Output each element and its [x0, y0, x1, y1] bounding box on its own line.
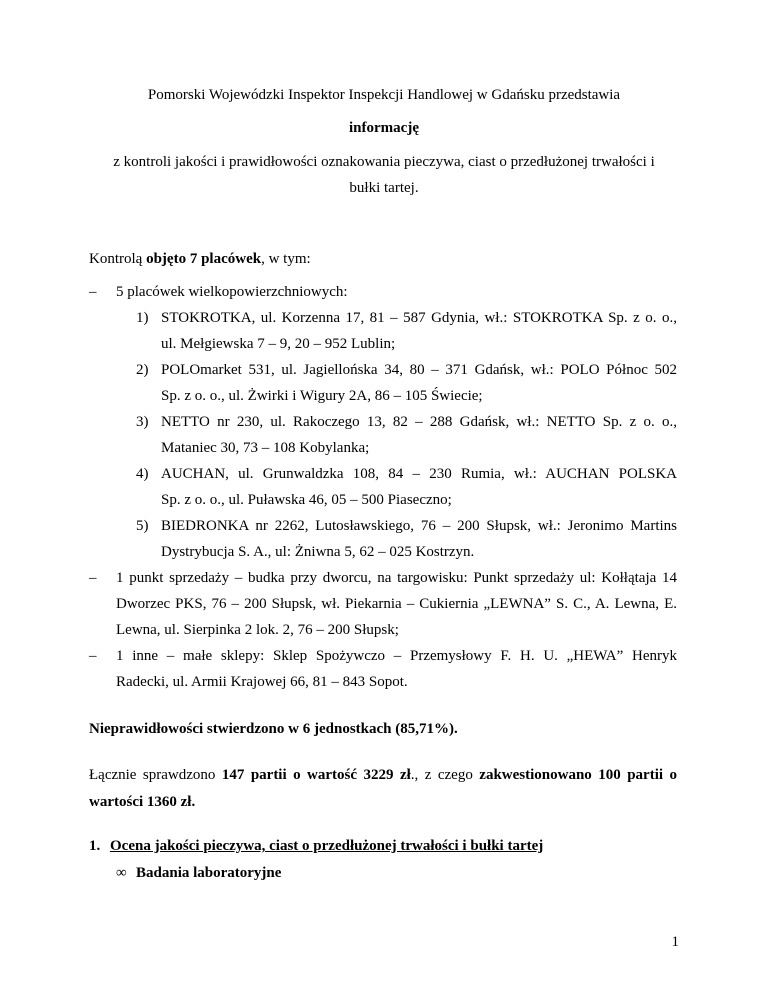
group2-line: Dworzec PKS, 76 – 200 Słupsk, wł. Piekarnia – Cukiernia „LEWNA” S. C., A. Lewna, E.	[116, 596, 677, 612]
subsection-heading: Badania laboratoryjne	[136, 865, 282, 881]
group3-line: 1 inne – małe sklepy: Sklep Spożywczo – Przemysłowy F. H. U. „HEWA” Henryk	[116, 648, 677, 664]
group3-line: Radecki, ul. Armii Krajowej 66, 81 – 843 Sopot.	[116, 674, 408, 690]
list-item-number: 3)	[136, 414, 149, 430]
list-item-number: 2)	[136, 362, 149, 378]
findings-statement: Nieprawidłowości stwierdzono w 6 jednostkach (85,71%).	[89, 721, 458, 737]
list-item-line: ul. Mełgiewska 7 – 9, 20 – 952 Lublin;	[161, 336, 396, 352]
list-item-line: BIEDRONKA nr 2262, Lutosławskiego, 76 – 200 Słupsk, wł.: Jeronimo Martins	[161, 518, 677, 534]
summary-line-2: wartości 1360 zł.	[89, 794, 196, 810]
bullet-dash: –	[89, 570, 97, 586]
infinity-bullet-icon: ∞	[116, 865, 127, 881]
subtitle-line-2: bułki tartej.	[349, 180, 419, 196]
page-number: 1	[671, 934, 679, 950]
list-item-line: AUCHAN, ul. Grunwaldzka 108, 84 – 230 Rumia, wł.: AUCHAN POLSKA	[161, 466, 677, 482]
section-number: 1.	[89, 838, 101, 854]
bullet-dash: –	[89, 648, 97, 664]
bullet-dash: –	[89, 284, 97, 300]
list-item-line: Dystrybucja S. A., ul: Żniwna 5, 62 – 025 Kostrzyn.	[161, 544, 475, 560]
header-line: Pomorski Wojewódzki Inspektor Inspekcji Handlowej w Gdańsku przedstawia	[147, 87, 621, 103]
document-title: informację	[349, 120, 419, 136]
list-item-number: 5)	[136, 518, 149, 534]
list-item-number: 1)	[136, 310, 149, 326]
list-item-line: Sp. z o. o., ul. Żwirki i Wigury 2A, 86 – 105 Świecie;	[161, 388, 483, 404]
summary-line-1: Łącznie sprawdzono 147 partii o wartość 3229 zł., z czego zakwestionowano 100 partii o	[89, 767, 677, 783]
subtitle-line-1: z kontroli jakości i prawidłowości oznakowania pieczywa, ciast o przedłużonej trwałości i	[113, 154, 655, 170]
list-item-line: Mataniec 30, 73 – 108 Kobylanka;	[161, 440, 370, 456]
section-heading: Ocena jakości pieczywa, ciast o przedłużonej trwałości i bułki tartej	[110, 838, 544, 854]
list-item-line: STOKROTKA, ul. Korzenna 17, 81 – 587 Gdynia, wł.: STOKROTKA Sp. z o. o.,	[161, 310, 677, 326]
group2-line: 1 punkt sprzedaży – budka przy dworcu, na targowisku: Punkt sprzedaży ul: Kołłątaja 14	[116, 570, 677, 586]
group2-line: Lewna, ul. Sierpinka 2 lok. 2, 76 – 200 Słupsk;	[116, 622, 399, 638]
intro-paragraph: Kontrolą objęto 7 placówek, w tym:	[89, 251, 311, 267]
group1-heading: 5 placówek wielkopowierzchniowych:	[116, 284, 348, 300]
list-item-line: Sp. z o. o., ul. Puławska 46, 05 – 500 Piaseczno;	[161, 492, 452, 508]
list-item-line: POLOmarket 531, ul. Jagiellońska 34, 80 – 371 Gdańsk, wł.: POLO Północ 502	[161, 362, 677, 378]
list-item-line: NETTO nr 230, ul. Rakoczego 13, 82 – 288 Gdańsk, wł.: NETTO Sp. z o. o.,	[161, 414, 677, 430]
list-item-number: 4)	[136, 466, 149, 482]
